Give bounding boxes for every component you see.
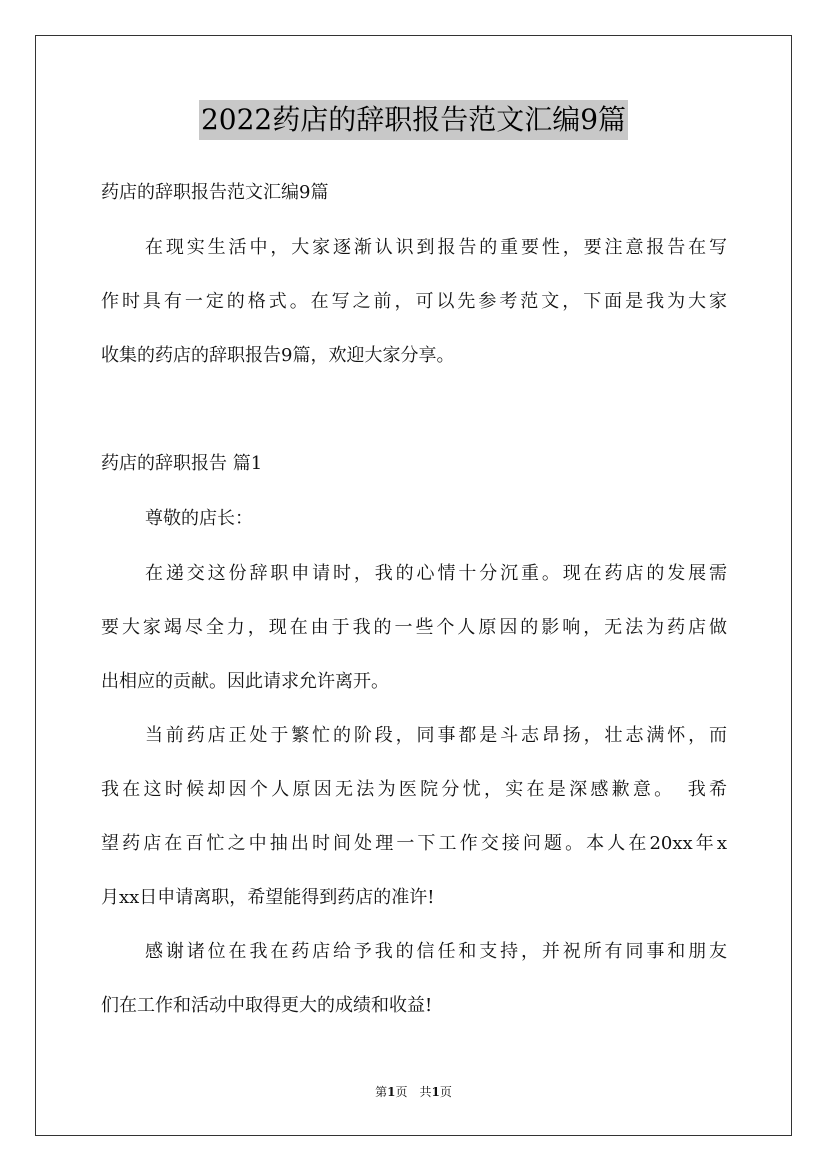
title-container [0,100,827,140]
footer-page-total: 1 [431,1085,440,1099]
paragraph-1-line-2: 要大家竭尽全力，现在由于我的一些个人原因的影响，无法为药店做 [101,617,727,638]
intro-line-2: 作时具有一定的格式。在写之前，可以先参考范文，下面是我为大家 [101,291,727,312]
paragraph-1-line-1: 在递交这份辞职申请时，我的心情十分沉重。现在药店的发展需 [145,563,727,584]
footer-page-number: 1 [387,1085,396,1099]
intro-line-3: 收集的药店的辞职报告9篇，欢迎大家分享。 [101,345,455,366]
section-heading: 药店的辞职报告 篇1 [101,453,263,474]
paragraph-2-line-1: 当前药店正处于繁忙的阶段，同事都是斗志昂扬，壮志满怀，而 [145,725,727,746]
document-subtitle: 药店的辞职报告范文汇编9篇 [101,182,329,203]
page-footer [0,1084,827,1100]
footer-label-total: 页 共 [395,1085,432,1099]
paragraph-3-line-1: 感谢诸位在我在药店给予我的信任和支持，并祝所有同事和朋友 [145,941,727,962]
paragraph-2-line-3: 望药店在百忙之中抽出时间处理一下工作交接问题。本人在20xx年x [101,833,727,854]
intro-line-1: 在现实生活中，大家逐渐认识到报告的重要性，要注意报告在写 [145,237,727,258]
footer-label-end: 页 [439,1085,452,1099]
paragraph-3-line-2: 们在工作和活动中取得更大的成绩和收益! [101,995,433,1016]
paragraph-1-line-3: 出相应的贡献。因此请求允许离开。 [101,671,389,692]
document-title: 2022药店的辞职报告范文汇编9篇 [199,100,628,140]
footer-label-page: 第 [375,1085,388,1099]
salutation: 尊敬的店长： [145,508,253,529]
paragraph-2-line-4: 月xx日申请离职，希望能得到药店的准许! [101,887,435,908]
paragraph-2-line-2: 我在这时候却因个人原因无法为医院分忧，实在是深感歉意。 我希 [101,779,727,800]
